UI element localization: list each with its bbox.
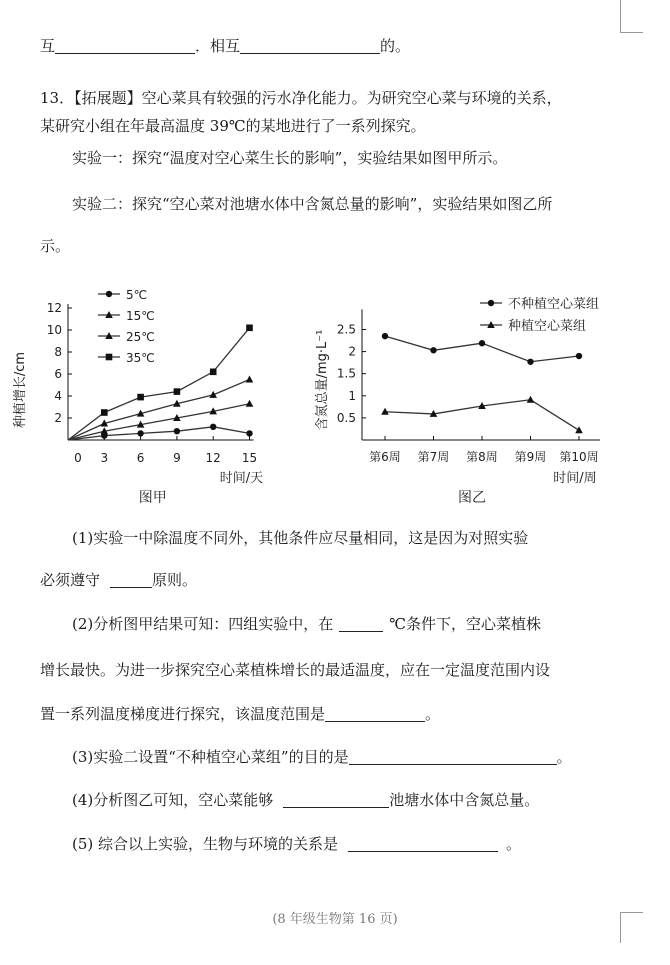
y-tick-label: 12 xyxy=(46,301,62,315)
page-footer: (8 年级生物第 16 页) xyxy=(272,912,398,927)
y-tick-label: 10 xyxy=(46,323,62,337)
answer-blank[interactable] xyxy=(348,835,498,852)
x-tick-label: 0 xyxy=(74,451,82,465)
legend-marker xyxy=(488,300,494,306)
legend-marker xyxy=(106,291,112,297)
data-point xyxy=(575,426,583,433)
legend-label: 35℃ xyxy=(126,351,155,365)
question-2-line-3 xyxy=(40,704,440,724)
data-point xyxy=(246,430,252,436)
experiment-2-text-2: 示。 xyxy=(40,237,71,255)
answer-blank[interactable] xyxy=(325,705,425,722)
answer-blank[interactable] xyxy=(55,37,195,54)
question-13-stem-2: 某研究小组在年最高温度 39℃的某地进行了一系列探究。 xyxy=(40,117,426,135)
x-tick-label: 12 xyxy=(205,451,221,465)
text-fragment: (5) 综合以上实验，生物与环境的关系是 xyxy=(72,835,339,853)
data-point xyxy=(246,400,254,407)
legend-label: 25℃ xyxy=(126,330,155,344)
y-tick-label: 2 xyxy=(348,344,356,359)
y-tick-label: 8 xyxy=(54,345,62,359)
data-point xyxy=(137,394,144,401)
y-tick-label: 4 xyxy=(54,389,62,403)
data-point xyxy=(174,428,180,434)
x-tick-label: 第6周 xyxy=(369,450,401,464)
data-point xyxy=(382,333,388,339)
y-tick-label: 6 xyxy=(54,367,62,381)
text-fragment: 互 xyxy=(40,37,56,55)
y-tick-label: 1.5 xyxy=(336,366,356,381)
x-axis-label: 时间/周 xyxy=(553,471,597,486)
x-tick-label: 6 xyxy=(136,451,145,465)
text-fragment: 。 xyxy=(506,835,522,853)
text-fragment: 。 xyxy=(425,705,441,723)
legend-label: 15℃ xyxy=(126,309,155,323)
text-fragment: 。 xyxy=(556,748,572,766)
y-axis-label: 含氮总量/mg·L⁻¹ xyxy=(315,329,330,431)
data-point xyxy=(137,430,143,436)
data-point xyxy=(576,353,582,359)
x-axis-label: 时间/天 xyxy=(219,471,264,486)
answer-blank[interactable] xyxy=(339,615,383,632)
data-point xyxy=(174,388,181,395)
question-1-line-2 xyxy=(40,570,197,590)
x-tick-label: 3 xyxy=(100,451,109,465)
data-point xyxy=(210,424,216,430)
crop-mark-bottom xyxy=(620,912,643,943)
data-point xyxy=(527,396,535,403)
x-tick-label: 第10周 xyxy=(559,450,599,464)
experiment-1-text: 实验一：探究“温度对空心菜生长的影响”，实验结果如图甲所示。 xyxy=(72,149,508,167)
chart-title: 图乙 xyxy=(458,490,486,506)
crop-mark-top xyxy=(620,0,643,33)
text-fragment: 置一系列温度梯度进行探究，该温度范围是 xyxy=(40,705,326,723)
legend-marker xyxy=(106,354,113,361)
legend-label: 种植空心菜组 xyxy=(508,319,587,334)
x-tick-label: 15 xyxy=(241,451,258,465)
figure-jia-chart xyxy=(10,285,295,515)
answer-blank[interactable] xyxy=(283,791,389,808)
question-3-line xyxy=(72,747,572,767)
data-point xyxy=(527,359,533,365)
answer-blank[interactable] xyxy=(240,37,380,54)
text-fragment: ℃条件下，空心菜植株 xyxy=(389,615,542,633)
data-point xyxy=(479,340,485,346)
text-fragment: (4)分析图乙可知，空心菜能够 xyxy=(72,791,274,809)
data-point xyxy=(101,409,108,416)
text-fragment: 池塘水体中含氮总量。 xyxy=(389,791,540,809)
experiment-2-text: 实验二：探究“空心菜对池塘水体中含氮总量的影响”，实验结果如图乙所 xyxy=(72,195,553,213)
question-1-line-1: (1)实验一中除温度不同外，其他条件应尽量相同，这是因为对照实验 xyxy=(72,529,529,547)
question-2-line-1 xyxy=(72,614,541,634)
legend-label: 不种植空心菜组 xyxy=(508,297,600,312)
text-fragment: (2)分析图甲结果可知：四组实验中，在 xyxy=(72,615,334,633)
y-tick-label: 0.5 xyxy=(336,410,356,425)
x-tick-label: 第8周 xyxy=(466,450,498,464)
chart-title: 图甲 xyxy=(138,490,167,506)
y-tick-label: 1 xyxy=(348,388,356,403)
text-fragment: 的。 xyxy=(380,37,411,55)
question-5-line xyxy=(72,834,521,854)
answer-blank[interactable] xyxy=(349,748,557,765)
question-13-stem: 13．【拓展题】空心菜具有较强的污水净化能力。为研究空心菜与环境的关系， xyxy=(40,89,562,107)
legend-label: 5℃ xyxy=(126,288,148,302)
figure-yi-chart xyxy=(300,285,630,515)
data-point xyxy=(246,376,254,383)
x-tick-label: 第9周 xyxy=(514,450,547,464)
y-tick-label: 2 xyxy=(54,411,62,425)
data-point xyxy=(246,325,253,332)
text-fragment: ．相互 xyxy=(195,37,241,55)
series-line xyxy=(385,336,579,362)
x-tick-label: 9 xyxy=(173,451,181,465)
question-2-line-2: 增长最快。为进一步探究空心菜植株增长的最适温度，应在一定温度范围内设 xyxy=(40,661,551,679)
previous-answer-line xyxy=(40,36,410,56)
answer-blank[interactable] xyxy=(110,571,152,588)
question-4-line xyxy=(72,790,539,810)
text-fragment: 必须遵守 xyxy=(40,571,101,589)
data-point xyxy=(210,369,217,376)
data-point xyxy=(430,347,436,353)
text-fragment: (3)实验二设置“不种植空心菜组”的目的是 xyxy=(72,748,349,766)
series-line xyxy=(68,328,250,440)
x-tick-label: 第7周 xyxy=(417,450,450,464)
y-axis-label: 种植增长/cm xyxy=(13,351,28,429)
text-fragment: 原则。 xyxy=(152,571,198,589)
y-tick-label: 2.5 xyxy=(336,322,356,337)
